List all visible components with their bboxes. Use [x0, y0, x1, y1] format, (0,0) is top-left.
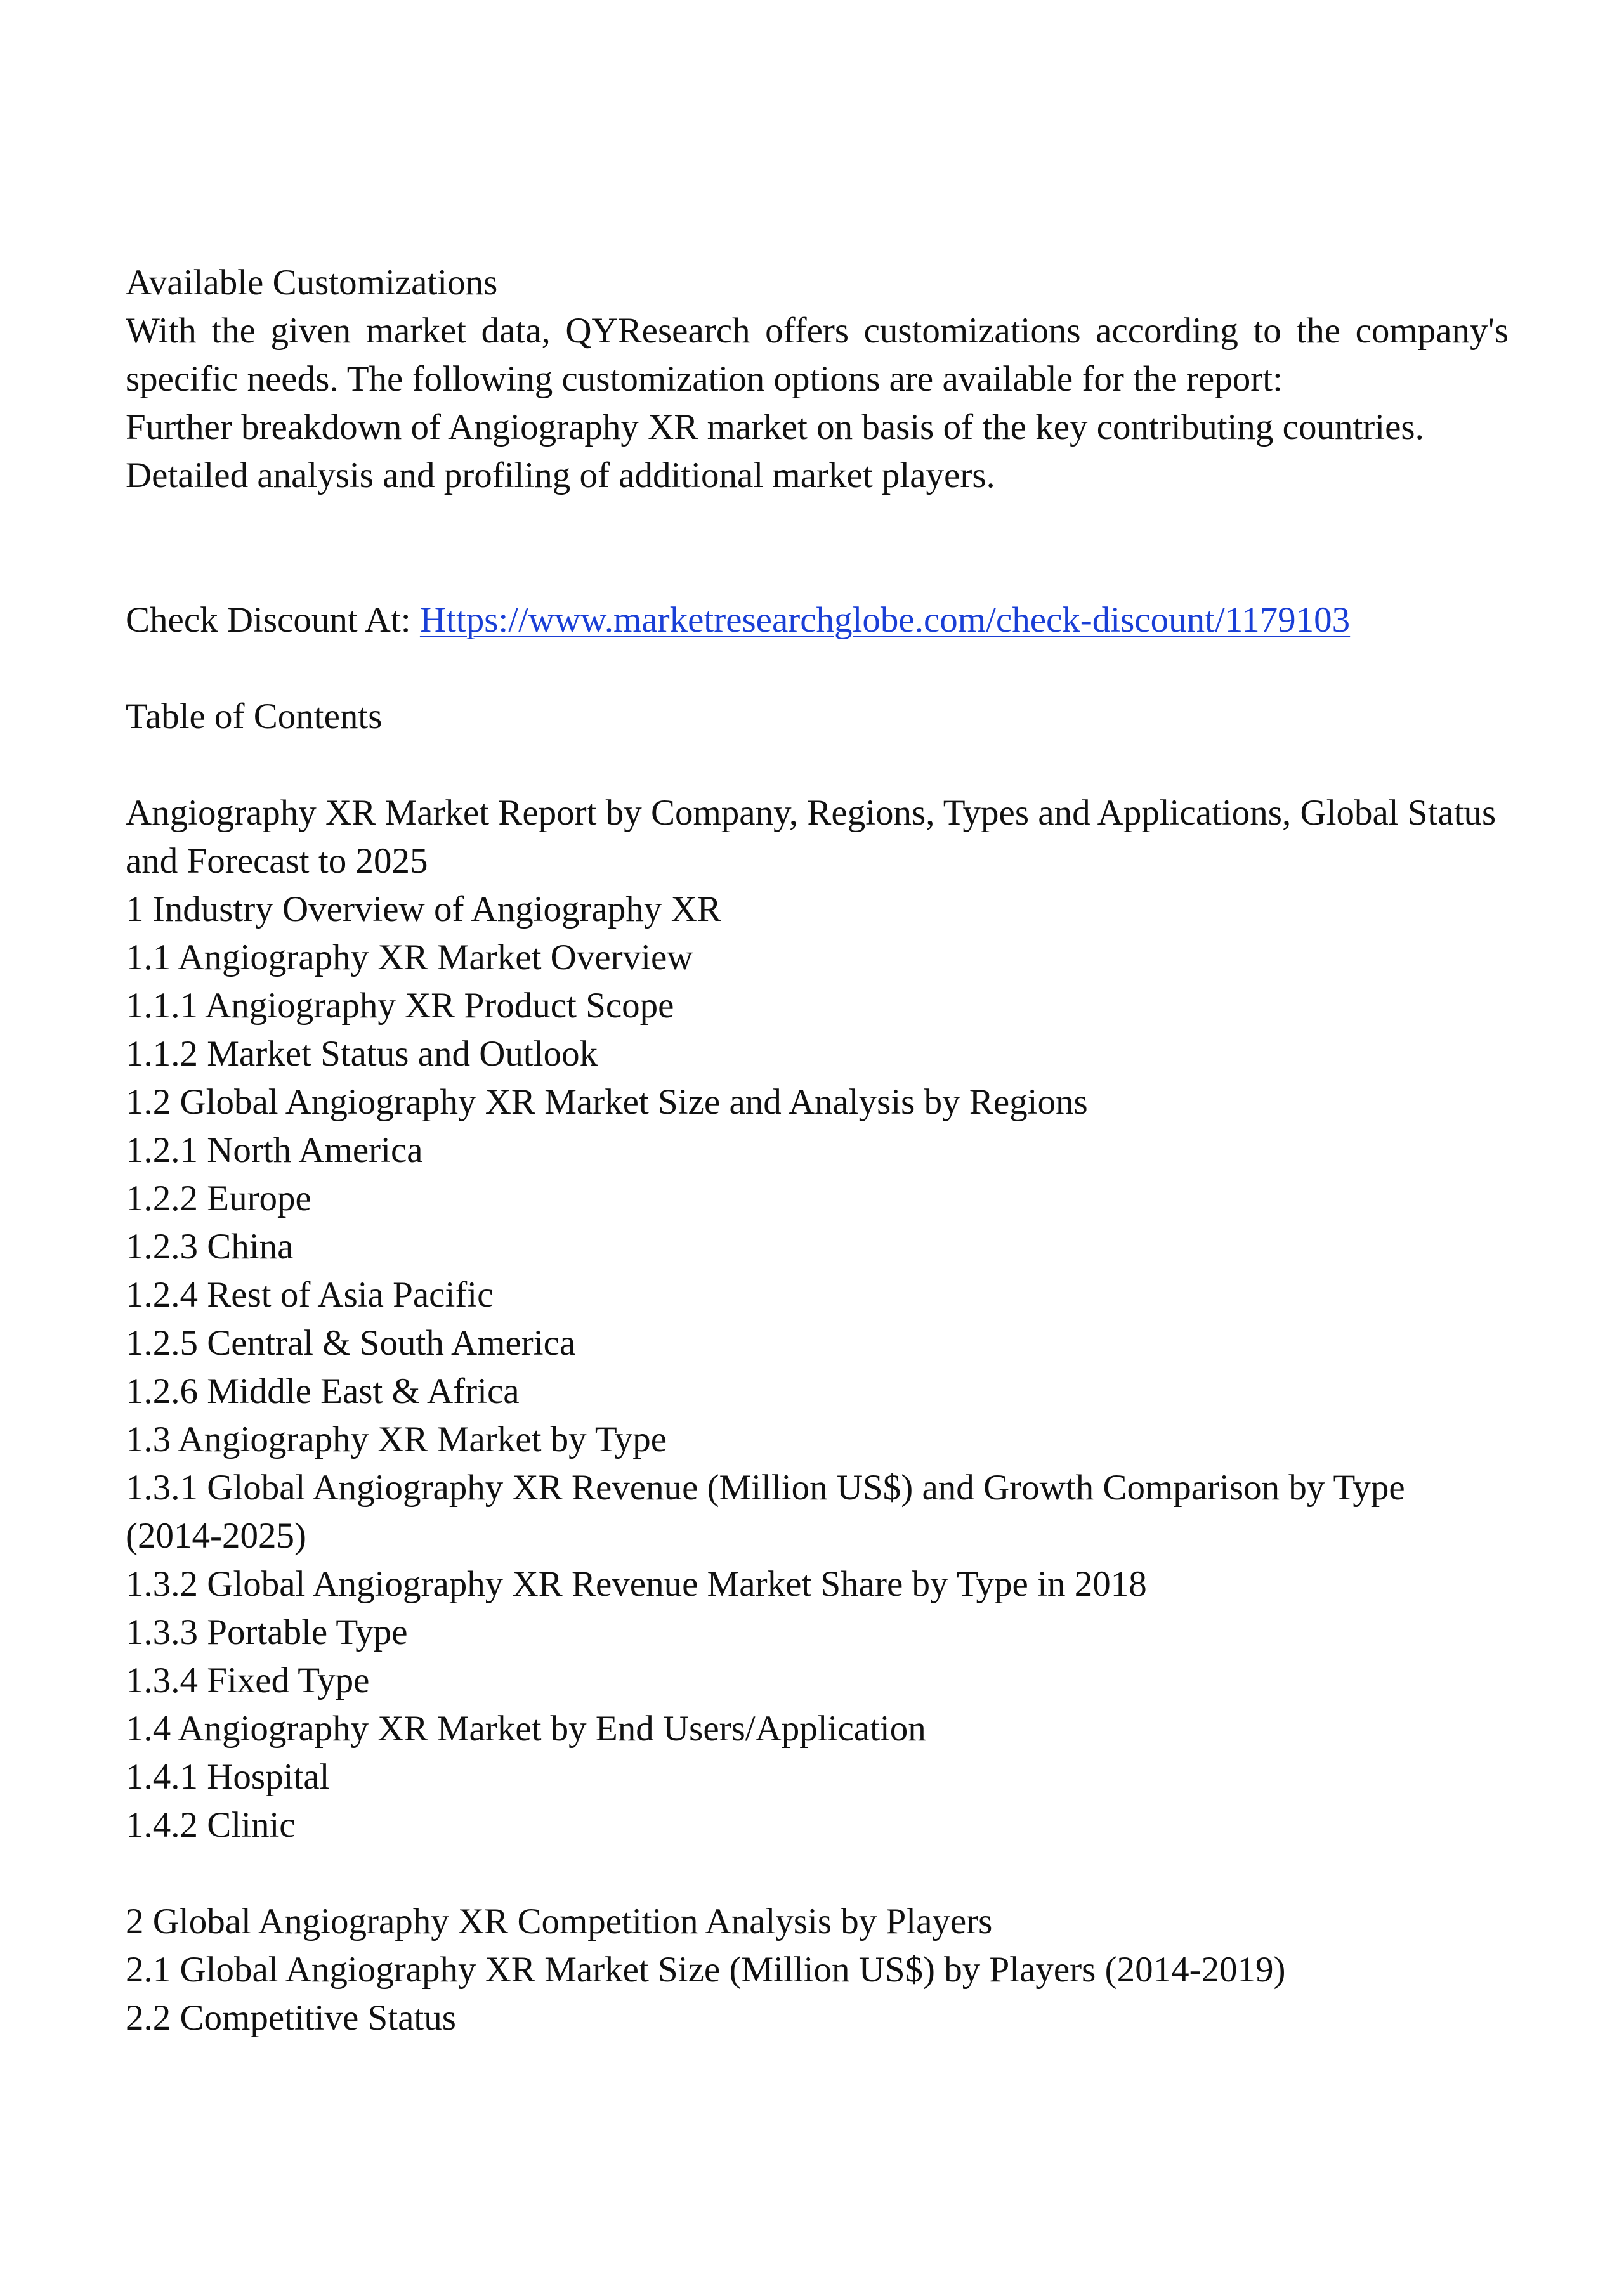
customization-option: Detailed analysis and profiling of additional market players. [126, 455, 995, 495]
discount-label: Check Discount At: [126, 600, 420, 640]
toc-entry: 1.3.1 Global Angiography XR Revenue (Million US$) and Growth Comparison by Type (2014-2025) [126, 1468, 1405, 1556]
toc-entry: 1.2.3 China [126, 1227, 294, 1267]
spacer [126, 500, 1509, 596]
toc-entry: 1.2.5 Central & South America [126, 1323, 576, 1363]
spacer [126, 1849, 1509, 1898]
toc-entry: 1.3.4 Fixed Type [126, 1660, 370, 1700]
toc-entry: 2.1 Global Angiography XR Market Size (Million US$) by Players (2014-2019) [126, 1950, 1286, 1990]
toc-entry: 1.1 Angiography XR Market Overview [126, 937, 693, 977]
toc-entry: 1.4.2 Clinic [126, 1805, 296, 1845]
toc-entry: 1.3.2 Global Angiography XR Revenue Market Share by Type in 2018 [126, 1564, 1147, 1604]
toc-section-2 [126, 1898, 1509, 2042]
toc-entry: 1 Industry Overview of Angiography XR [126, 889, 721, 929]
toc-entry: 1.3.3 Portable Type [126, 1612, 408, 1652]
discount-line [126, 596, 1509, 644]
toc-entry: 1.1.1 Angiography XR Product Scope [126, 986, 674, 1026]
toc-entry: 1.2.4 Rest of Asia Pacific [126, 1275, 494, 1315]
customizations-intro: With the given market data, QYResearch offers customizations according to the company's specific needs. The following customization options are available for the report: [126, 311, 1509, 399]
spacer [126, 644, 1509, 693]
toc-entry: 1.3 Angiography XR Market by Type [126, 1419, 667, 1459]
toc-entry: 1.2.1 North America [126, 1130, 423, 1170]
toc-entry: 2 Global Angiography XR Competition Analysis by Players [126, 1901, 993, 1941]
toc-entry: 1.2.6 Middle East & Africa [126, 1371, 520, 1411]
toc-heading: Table of Contents [126, 696, 383, 736]
toc-entry: 1.2.2 Europe [126, 1178, 311, 1218]
toc-entry: 1.1.2 Market Status and Outlook [126, 1034, 598, 1074]
toc-entry: 1.4 Angiography XR Market by End Users/Application [126, 1709, 926, 1749]
customization-option: Further breakdown of Angiography XR market on basis of the key contributing countries. [126, 407, 1424, 447]
toc-entry: 2.2 Competitive Status [126, 1998, 456, 2038]
spacer [126, 741, 1509, 789]
customizations-heading: Available Customizations [126, 263, 498, 303]
discount-link[interactable]: Https://www.marketresearchglobe.com/check-discount/1179103 [419, 600, 1351, 640]
page-content [126, 259, 1509, 2042]
report-title: Angiography XR Market Report by Company, Regions, Types and Applications, Global Status and Forecast to 2025 [126, 793, 1496, 881]
toc-section-1 [126, 885, 1509, 1849]
toc-entry: 1.2 Global Angiography XR Market Size and Analysis by Regions [126, 1082, 1088, 1122]
toc-entry: 1.4.1 Hospital [126, 1757, 330, 1797]
